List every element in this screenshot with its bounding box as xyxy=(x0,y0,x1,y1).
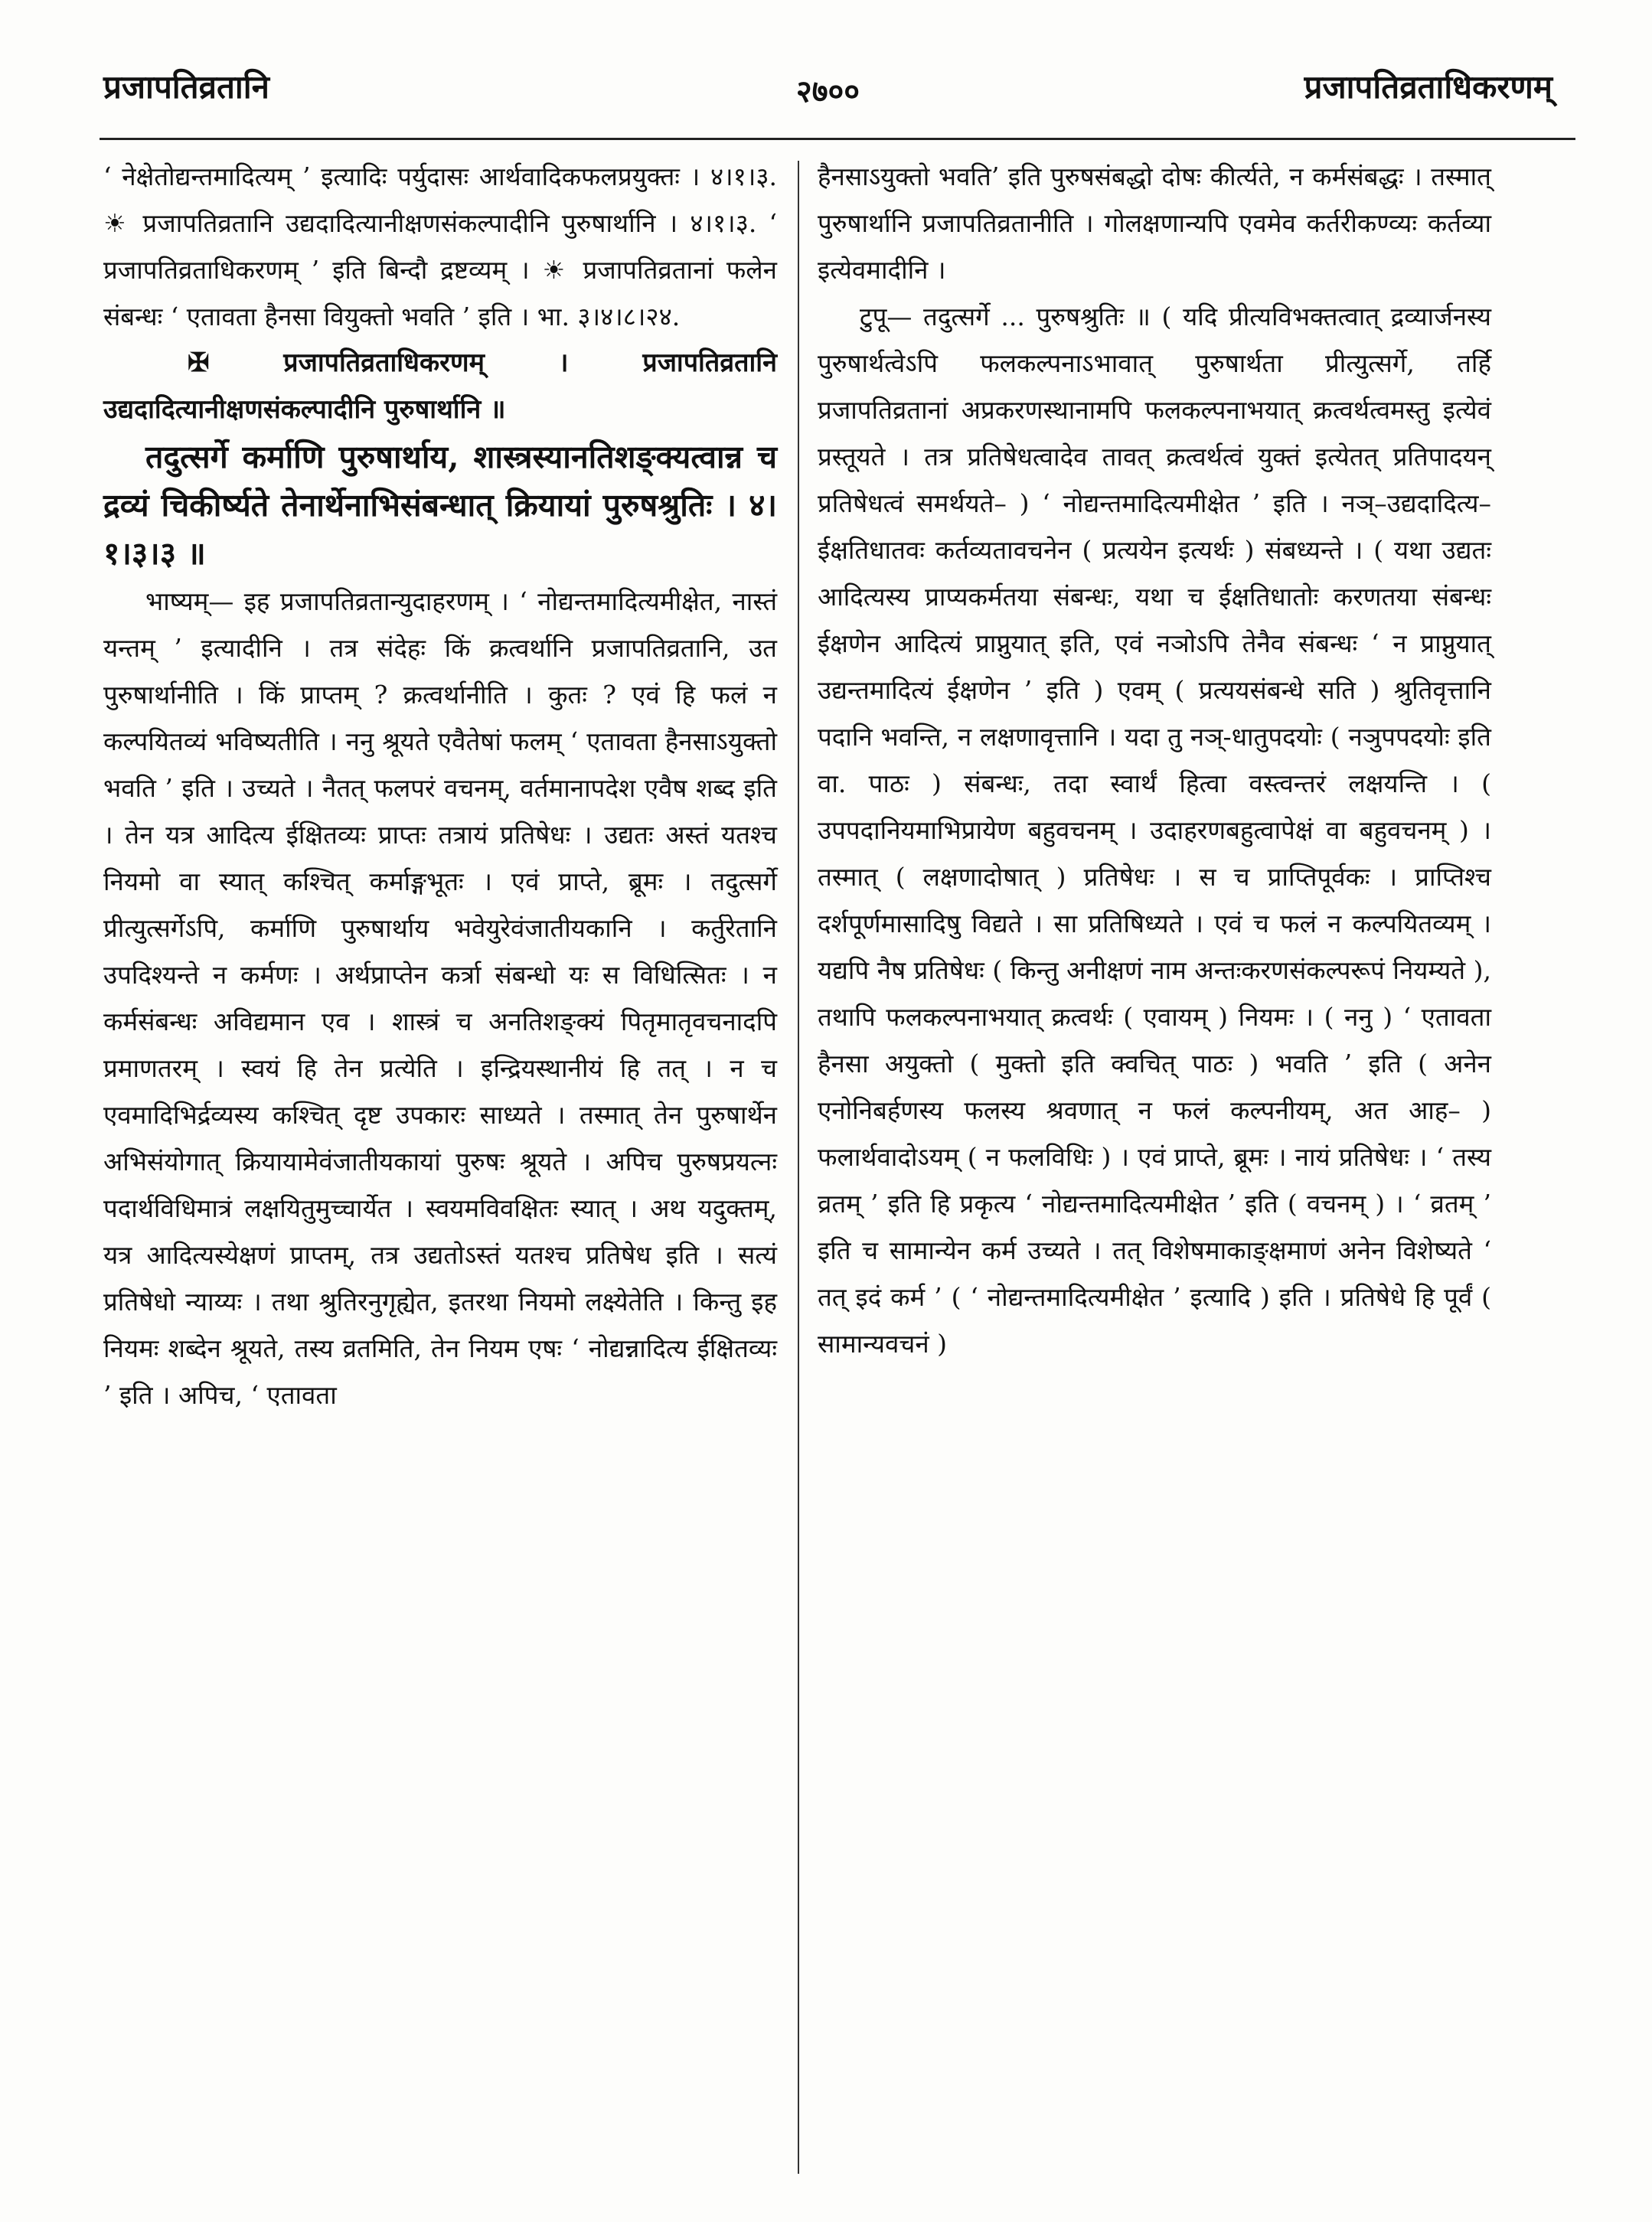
running-title-left: प्रजापतिव्रतानि xyxy=(103,68,269,106)
page-header xyxy=(103,64,1552,126)
header-rule xyxy=(100,138,1575,140)
page-number: २७०० xyxy=(795,73,860,109)
column-divider xyxy=(798,161,799,2174)
sutra-text: तदुत्सर्गे कर्माणि पुरुषार्थाय, शास्त्रस्यानतिशङ्क्यत्वान्न च द्रव्यं चिकीर्ष्यते तेनार्थेनाभिसंबन्धात् क्रियायां पुरुषश्रुतिः । ४।१।३।३ ॥ xyxy=(103,439,777,572)
running-title-right: प्रजापतिव्रताधिकरणम् xyxy=(1304,68,1552,106)
intro-paragraph: ‘ नेक्षेतोद्यन्तमादित्यम् ’ इत्यादिः पर्युदासः आर्थवादिकफलप्रयुक्तः । ४।१।३. ☀ प्रजापतिव्रतानि उद्यदादित्यानीक्षणसंकल्पादीनि पुरुषार्थानि । ४।१।३. ‘ प्रजापतिव्रताधिकरणम् ’ इति बिन्दौ द्रष्टव्यम् । ☀ प्रजापतिव्रतानां फलेन संबन्धः ‘ एतावता हैनसा वियुक्तो भवति ’ इति । भा. ३।४।८।२४. xyxy=(103,162,777,331)
section-mark-icon: ✠ xyxy=(188,347,210,378)
adhikarana-heading-text: प्रजापतिव्रताधिकरणम् । प्रजापतिव्रतानि उद्यदादित्यानीक्षणसंकल्पादीनि पुरुषार्थानि ॥ xyxy=(103,347,777,425)
tupuka-paragraph: टुपू— तदुत्सर्गे ... पुरुषश्रुतिः ॥ ( यदि प्रीत्यविभक्तत्वात् द्रव्यार्जनस्य पुरुषार्थत्वेऽपि फलकल्पनाऽभावात् पुरुषार्थता प्रीत्युत्सर्गे, तर्हि प्रजापतिव्रतानां अप्रकरणस्थानामपि फलकल्पनाभयात् क्रत्वर्थत्वमस्तु इत्येवं प्रस्तूयते । तत्र प्रतिषेधत्वादेव तावत् क्रत्वर्थत्वं युक्तं इत्येतत् प्रतिपादयन् प्रतिषेधत्वं समर्थयते– ) ‘ नोद्यन्तमादित्यमीक्षेत ’ इति । नञ्–उद्यदादित्य–ईक्षतिधातवः कर्तव्यतावचनेन ( प्रत्ययेन इत्यर्थः ) संबध्यन्ते । ( यथा उद्यतः आदित्यस्य प्राप्यकर्मतया संबन्धः, यथा च ईक्षतिधातोः करणतया संबन्धः ईक्षणेन आदित्यं प्राप्नुयात् इति, एवं नञोऽपि तेनैव संबन्धः ‘ न प्राप्नुयात् उद्यन्तमादित्यं ईक्षणेन ’ इति ) एवम् ( प्रत्ययसंबन्धे सति ) श्रुतिवृत्तानि पदानि भवन्ति, न लक्षणावृत्तानि । यदा तु नञ्-धातुपदयोः ( नञुपपदयोः इति वा. पाठः ) संबन्धः, तदा स्वार्थं हित्वा वस्त्वन्तरं लक्षयन्ति । ( उपपदानियमाभिप्रायेण बहुवचनम् । उदाहरणबहुत्वापेक्षं वा बहुवचनम् ) । तस्मात् ( लक्षणादोषात् ) प्रतिषेधः । स च प्राप्तिपूर्वकः । प्राप्तिश्च दर्शपूर्णमासादिषु विद्यते । सा प्रतिषिध्यते । एवं च फलं न कल्पयितव्यम् । यद्यपि नैष प्रतिषेधः ( किन्तु अनीक्षणं नाम अन्तःकरणसंकल्परूपं नियम्यते ), तथापि फलकल्पनाभयात् क्रत्वर्थः ( एवायम् ) नियमः । ( ननु ) ‘ एतावता हैनसा अयुक्तो ( मुक्तो इति क्वचित् पाठः ) भवति ’ इति ( अनेन एनोनिबर्हणस्य फलस्य श्रवणात् न फलं कल्पनीयम्, अत आह– ) फलार्थवादोऽयम् ( न फलविधिः ) । एवं प्राप्ते, ब्रूमः । नायं प्रतिषेधः । ‘ तस्य व्रतम् ’ इति हि प्रकृत्य ‘ नोद्यन्तमादित्यमीक्षेत ’ इति ( वचनम् ) । ‘ व्रतम् ’ इति च सामान्येन कर्म उच्यते । तत् विशेषमाकाङ्क्षमाणं अनेन विशेष्यते ‘ तत् इदं कर्म ’ ( ‘ नोद्यन्तमादित्यमीक्षेत ’ इत्यादि ) इति । प्रतिषेधे हि पूर्वं ( सामान्यवचनं ) xyxy=(818,302,1491,1359)
bhashya-paragraph: भाष्यम्— इह प्रजापतिव्रतान्युदाहरणम् । ‘ नोद्यन्तमादित्यमीक्षेत, नास्तं यन्तम् ’ इत्यादीनि । तत्र संदेहः किं क्रत्वर्थानि प्रजापतिव्रतानि, उत पुरुषार्थानीति । किं प्राप्तम् ? क्रत्वर्थानीति । कुतः ? एवं हि फलं न कल्पयितव्यं भविष्यतीति । ननु श्रूयते एवैतेषां फलम् ‘ एतावता हैनसाऽयुक्तो भवति ’ इति । उच्यते । नैतत् फलपरं वचनम्, वर्तमानापदेश एवैष शब्द इति । तेन यत्र आदित्य ईक्षितव्यः प्राप्तः तत्रायं प्रतिषेधः । उद्यतः अस्तं यतश्च नियमो वा स्यात् कश्चित् कर्माङ्गभूतः । एवं प्राप्ते, ब्रूमः । तदुत्सर्गे प्रीत्युत्सर्गेऽपि, कर्माणि पुरुषार्थाय भवेयुरेवंजातीयकानि । कर्तुरेतानि उपदिश्यन्ते न कर्मणः । अर्थप्राप्तेन कर्त्रा संबन्धो यः स विधित्सितः । न कर्मसंबन्धः अविद्यमान एव । शास्त्रं च अनतिशङ्क्यं पितृमातृवचनादपि प्रमाणतरम् । स्वयं हि तेन प्रत्येति । इन्द्रियस्थानीयं हि तत् । न च एवमादिभिर्द्रव्यस्य कश्चित् दृष्ट उपकारः साध्यते । तस्मात् तेन पुरुषार्थेन अभिसंयोगात् क्रियायामेवंजातीयकायां पुरुषः श्रूयते । अपिच पुरुषप्रयत्नः पदार्थविधिमात्रं लक्षयितुमुच्चार्येत । स्वयमविवक्षितः स्यात् । अथ यदुक्तम्, यत्र आदित्यस्येक्षणं प्राप्तम्, तत्र उद्यतोऽस्तं यतश्च प्रतिषेध इति । सत्यं प्रतिषेधो न्याय्यः । तथा श्रुतिरनुगृह्येत, इतरथा नियमो लक्ष्येतेति । किन्तु इह नियमः शब्देन श्रूयते, तस्य व्रतमिति, तेन नियम एषः ‘ नोद्यन्नादित्य ईक्षितव्यः ’ इति । अपिच, ‘ एतावता xyxy=(103,586,777,1410)
adhikarana-heading xyxy=(103,340,777,433)
continuation-paragraph: हैनसाऽयुक्तो भवति’ इति पुरुषसंबद्धो दोषः कीर्त्यते, न कर्मसंबद्धः । तस्मात् पुरुषार्थानि प्रजापतिव्रतानीति । गोलक्षणान्यपि एवमेव कर्तरीकण्व्यः कर्तव्या इत्येवमादीनि । xyxy=(818,162,1491,285)
left-column xyxy=(103,153,777,1418)
right-column xyxy=(818,153,1491,1367)
